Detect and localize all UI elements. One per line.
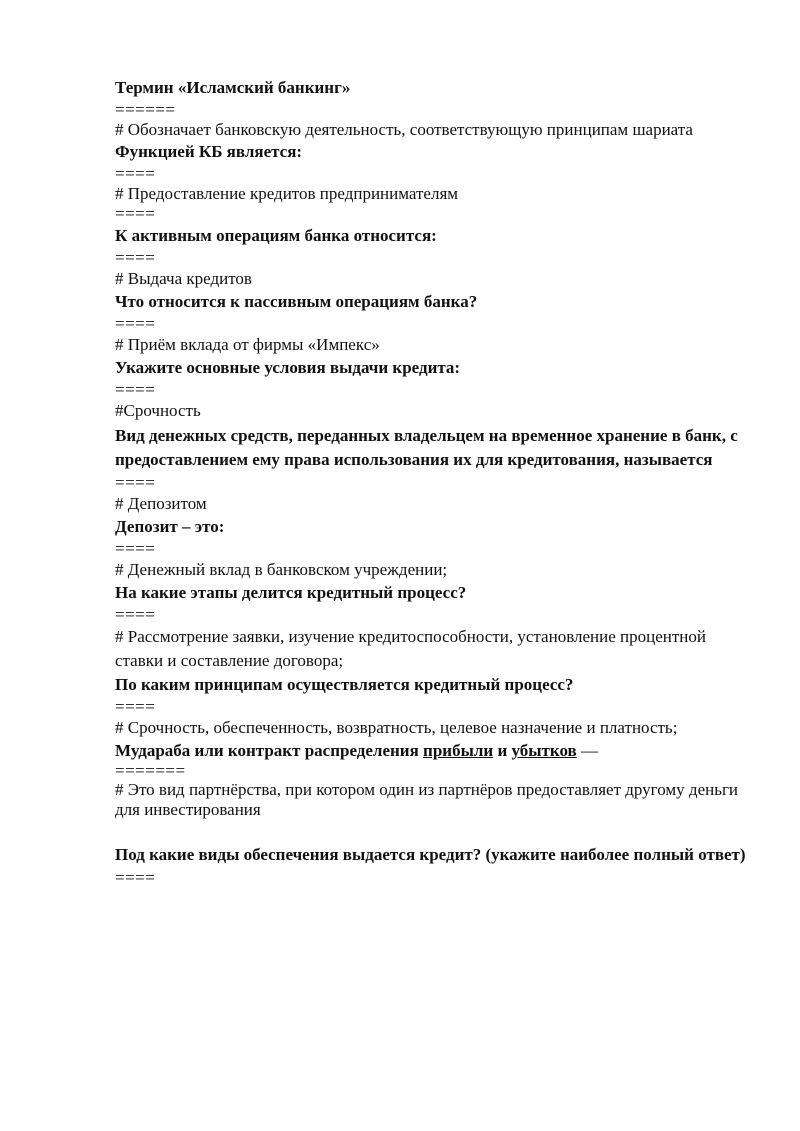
question-credit-process-stages: На какие этапы делится кредитный процесс?: [115, 583, 467, 602]
separator: ====: [115, 248, 156, 267]
separator: ====: [115, 473, 156, 492]
separator: ====: [115, 314, 156, 333]
answer-credit-process-principles: # Срочность, обеспеченность, возвратность, целевое назначение и платность;: [115, 718, 678, 737]
separator: ====: [115, 605, 156, 624]
question-islamic-banking: Термин «Исламский банкинг»: [115, 78, 351, 97]
question-kb-function: Функцией КБ является:: [115, 142, 303, 161]
separator: ====: [115, 204, 156, 223]
losses-link[interactable]: убытков: [511, 741, 577, 760]
separator: ====: [115, 164, 156, 183]
question-mudaraba-text: Мудараба или контракт распределения: [115, 741, 424, 760]
question-deposit-definition: Депозит – это:: [115, 517, 225, 536]
question-passive-operations: Что относится к пассивным операциям банка?: [115, 292, 478, 311]
separator: ====: [115, 380, 156, 399]
answer-deposit-kind: # Депозитом: [115, 494, 207, 513]
profit-link[interactable]: прибыли: [423, 741, 494, 760]
question-mudaraba: [115, 739, 755, 762]
answer-credit-process-stages: # Рассмотрение заявки, изучение кредитоспособности, установление процентной ставки и составление договора;: [115, 627, 706, 670]
question-mudaraba-dash: —: [576, 741, 598, 760]
answer-islamic-banking: # Обозначает банковскую деятельность, соответствующую принципам шариата: [115, 120, 693, 139]
question-credit-conditions: Укажите основные условия выдачи кредита:: [115, 358, 461, 377]
answer-passive-operations: # Приём вклада от фирмы «Импекс»: [115, 335, 380, 354]
separator: ======: [115, 100, 176, 119]
answer-mudaraba: # Это вид партнёрства, при котором один из партнёров предоставляет другому деньги для инвестирования: [115, 780, 739, 819]
document-content: [115, 76, 755, 888]
separator: ====: [115, 697, 156, 716]
answer-kb-function: # Предоставление кредитов предпринимателям: [115, 184, 459, 203]
separator: =======: [115, 761, 186, 780]
question-active-operations: К активным операциям банка относится:: [115, 226, 437, 245]
question-deposit-kind: Вид денежных средств, переданных владельцем на временное хранение в банк, с предоставлением ему права использования их для кредитования, называется: [115, 426, 738, 469]
separator: ====: [115, 868, 156, 887]
answer-credit-conditions: #Срочность: [115, 401, 201, 420]
question-collateral-types: Под какие виды обеспечения выдается кредит? (укажите наиболее полный ответ): [115, 845, 746, 864]
question-credit-process-principles: По каким принципам осуществляется кредитный процесс?: [115, 675, 574, 694]
answer-active-operations: # Выдача кредитов: [115, 269, 252, 288]
separator: ====: [115, 539, 156, 558]
question-mudaraba-text: и: [493, 741, 512, 760]
answer-deposit-definition: # Денежный вклад в банковском учреждении;: [115, 560, 448, 579]
